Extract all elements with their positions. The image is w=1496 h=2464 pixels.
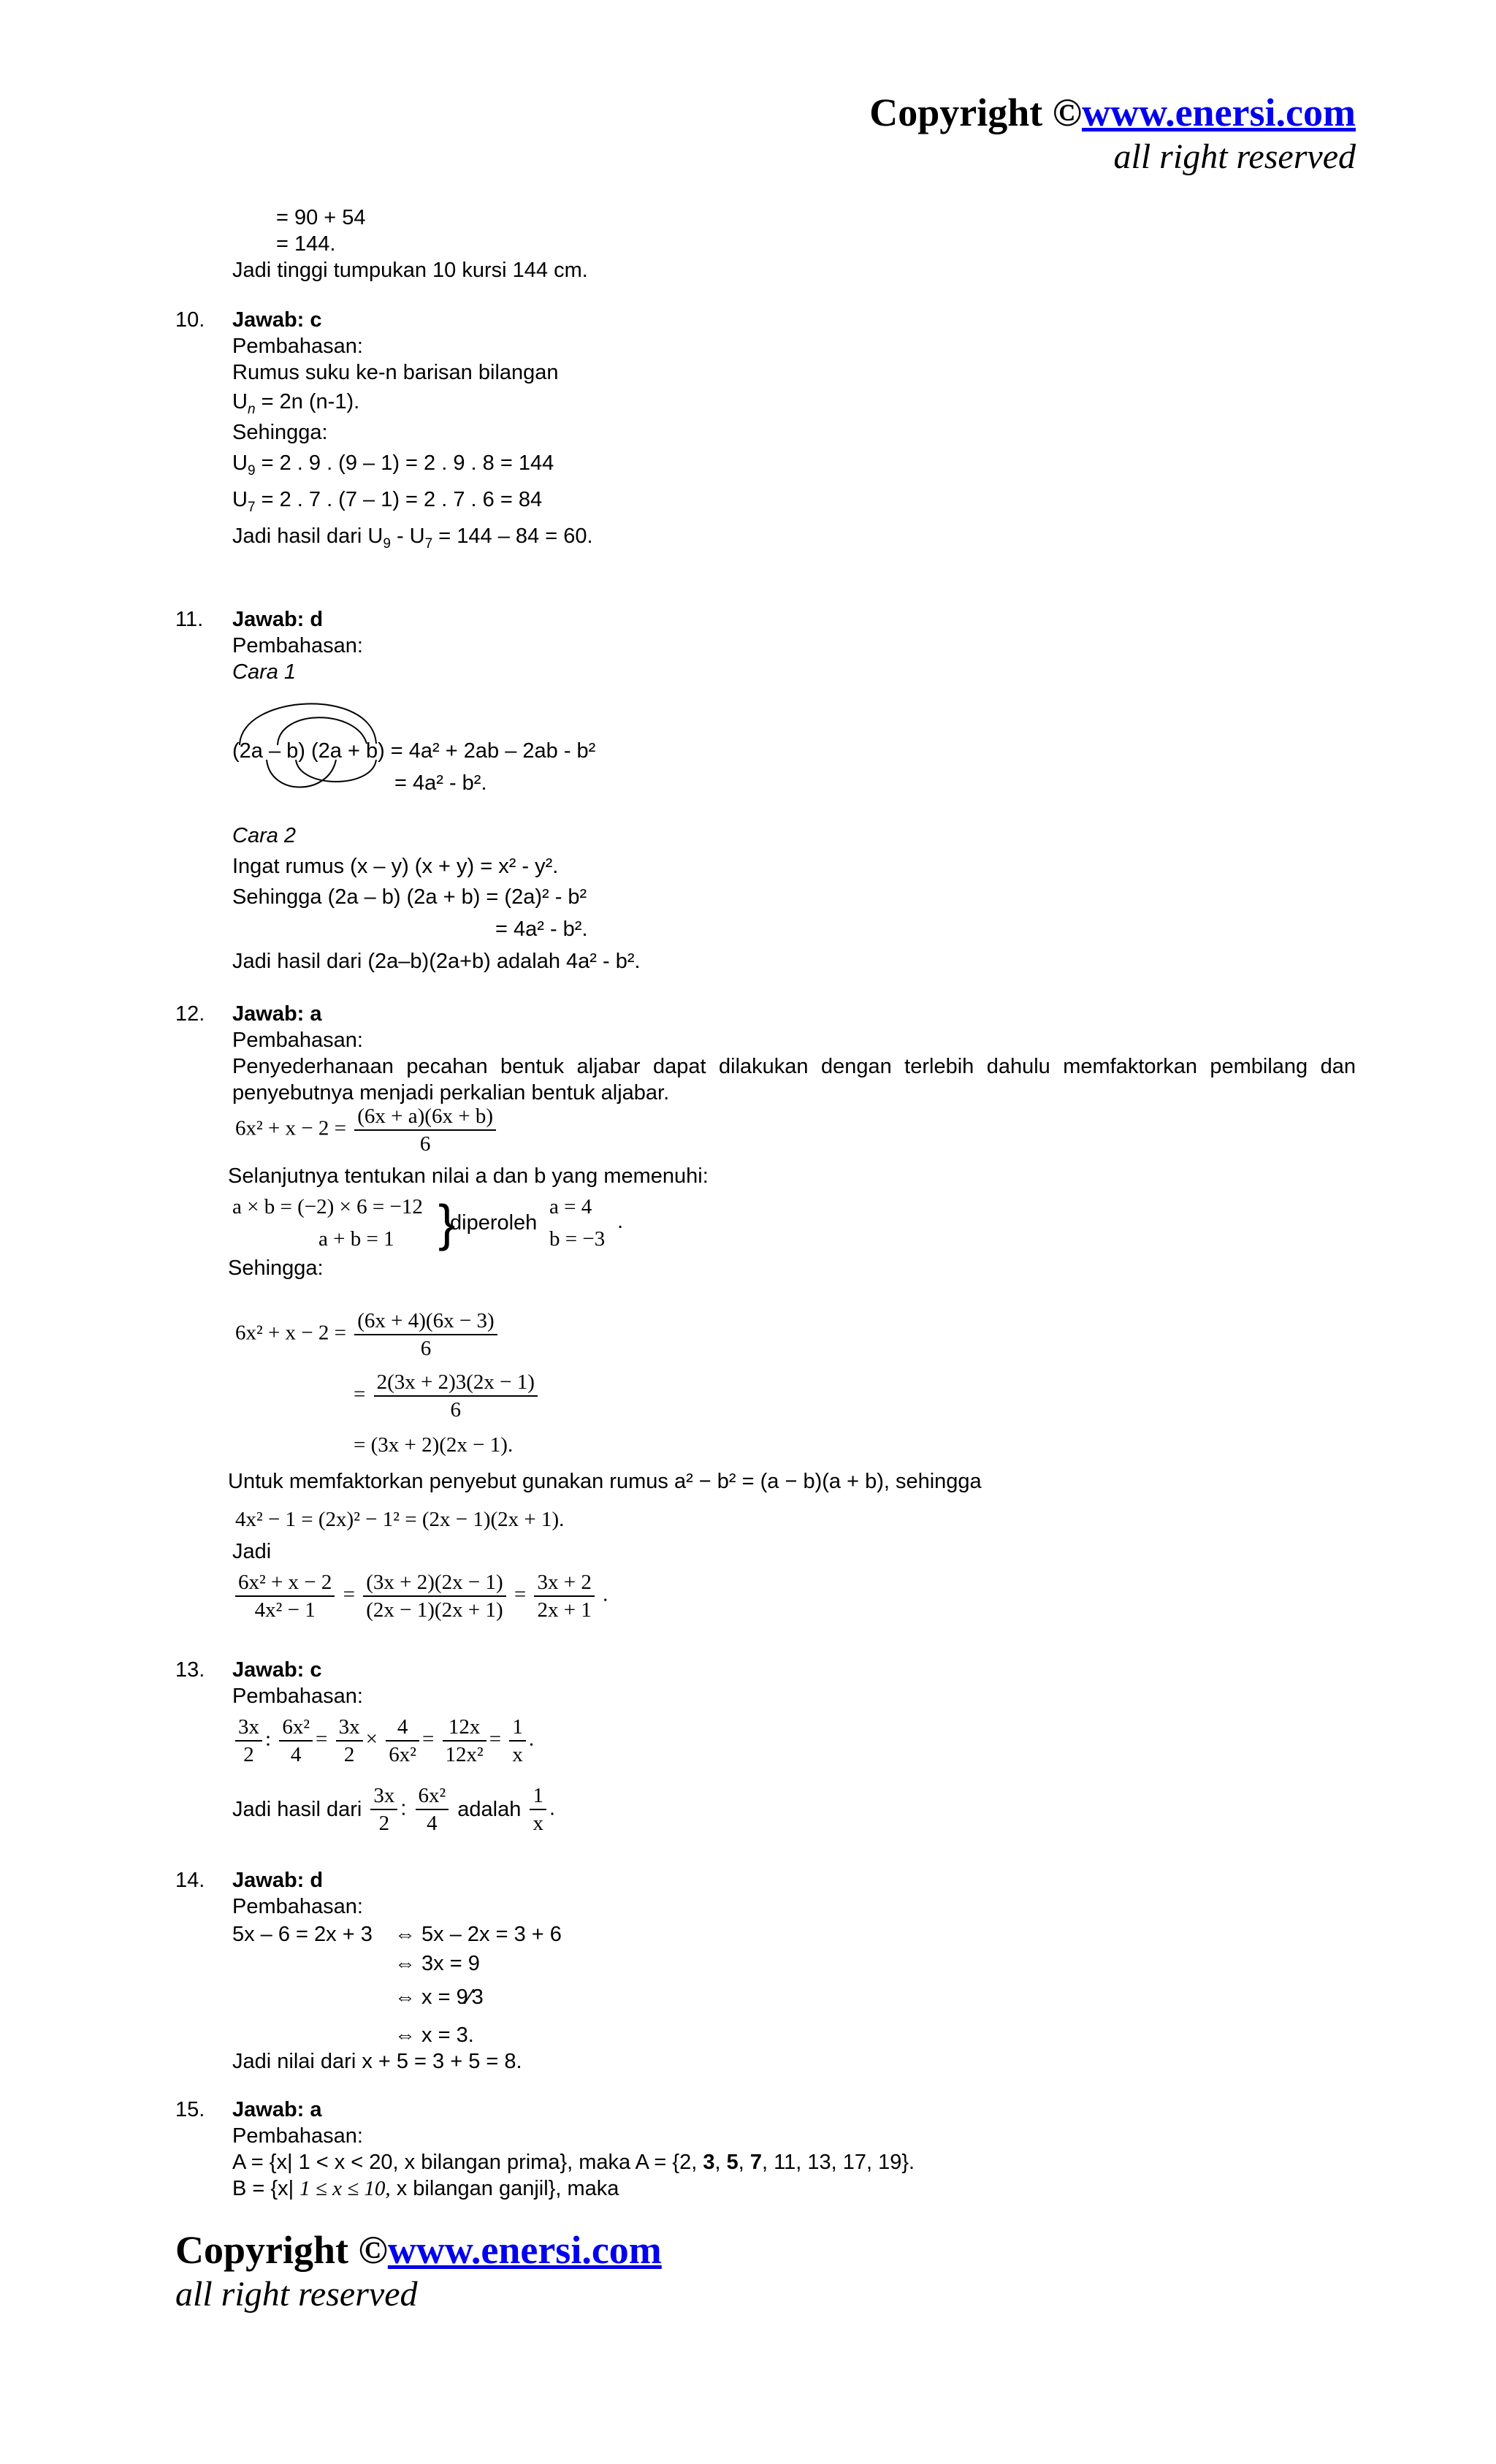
q11-cara1-eq2: = 4a² - b².: [394, 771, 487, 795]
q10-line: Sehingga:: [232, 421, 328, 444]
q13-number: 13.: [175, 1658, 205, 1682]
q14-step: ⇔ 5x – 2x = 3 + 6: [394, 1923, 562, 1946]
q10-u7: $U_7 = 2$ . 7 . (7 – 1) = 2 . 7 . 6 = 84: [232, 488, 543, 515]
q12-number: 12.: [175, 1002, 205, 1026]
q10-number: 10.: [175, 308, 205, 332]
q11-number: 11.: [175, 608, 204, 631]
q10-answer: Jawab: c: [232, 308, 322, 332]
header-link[interactable]: www.enersi.com: [1082, 91, 1356, 134]
q10-conclusion: Jadi hasil dari $U_9 - U_7 = 144 - 84 = 60$.: [232, 525, 593, 552]
q10-line: Rumus suku ke-n barisan bilangan: [232, 361, 559, 384]
q12-eq1-fraction: $\frac{(6x + a)(6x + b)}{6}$: [354, 1103, 496, 1157]
q12-sehingga: Sehingga:: [228, 1256, 324, 1280]
q11-conclusion: Jadi hasil dari (2a–b)(2a+b) adalah 4a² - b².: [232, 950, 641, 973]
q12-eq5: 4x² − 1 = (2x)² − 1² = (2x − 1)(2x + 1).: [235, 1508, 565, 1531]
q12-result-end: .: [617, 1210, 624, 1233]
q11-pembahasan: Pembahasan:: [232, 634, 363, 657]
q15-set-a: A = {x| 1 < x < 20, x bilangan prima}, maka A = {2, 3, 5, 7, 11, 13, 17, 19}.: [232, 2151, 915, 2174]
q11-cara1: Cara 1: [232, 660, 297, 684]
page-footer: [175, 2227, 662, 2316]
q11-cara1-eq1: (2a – b) (2a + b) = 4a² + 2ab – 2ab - b²: [232, 739, 596, 763]
q14-number: 14.: [175, 1869, 205, 1892]
q14-step: ⇔ x = 3.: [394, 2024, 474, 2047]
q13-eq: $\frac{3x}{2}$ : $\frac{\text{6x²}}{4}$ = $\frac{3x}{2}$ × $\frac{4}{\text{6x²}}$ = $\frac{12x}{\text{12x²}}$ = $\frac{1}{x}$ .: [232, 1714, 534, 1768]
q15-pembahasan: Pembahasan:: [232, 2124, 363, 2148]
q11-cara2-line: Ingat rumus (x – y) (x + y) = x² - y².: [232, 855, 559, 878]
q12-final: $\frac{\text{6x² + x − 2}}{\text{4x² − 1}}$ = $\frac{(3x + 2)(2x - 1)}{(2x - 1)(2x + 1)}$ = $\frac{3x + 2}{2x + 1}$ .: [232, 1569, 608, 1623]
q12-paragraph: Penyederhanaan pecahan bentuk aljabar dapat dilakukan dengan terlebih dahulu memfaktorkan pembilang dan penyebutnya menjadi perkalian bentuk aljabar.: [232, 1055, 1356, 1105]
q14-step: ⇔ 3x = 9: [394, 1952, 480, 1975]
q10-pembahasan: Pembahasan:: [232, 335, 363, 358]
q15-number: 15.: [175, 2098, 205, 2121]
q12-answer: Jawab: a: [232, 1002, 322, 1026]
q14-conclusion: Jadi nilai dari x + 5 = 3 + 5 = 8.: [232, 2050, 522, 2073]
q14-pembahasan: Pembahasan:: [232, 1895, 363, 1918]
q12-eq1: 6x² + x − 2 = $\frac{(6x + a)(6x + b)}{6}$: [235, 1103, 499, 1157]
prev-conclusion: Jadi tinggi tumpukan 10 kursi 144 cm.: [232, 259, 588, 282]
prev-line-2: = 144.: [276, 232, 336, 256]
footer-link[interactable]: www.enersi.com: [387, 2228, 662, 2272]
q11-cara2: Cara 2: [232, 824, 297, 847]
q11-cara2-line: Sehingga (2a – b) (2a + b) = (2a)² - b²: [232, 885, 587, 909]
q10-u9: $U_9 = 2$ . 9 . (9 – 1) = 2 . 9 . 8 = 144: [232, 451, 554, 478]
q13-answer: Jawab: c: [232, 1658, 322, 1682]
prev-line-1: = 90 + 54: [276, 206, 366, 229]
footer-copyright: Copyright ©www.enersi.com: [175, 2228, 662, 2272]
q15-set-b: B = {x| 1 ≤ x ≤ 10, x bilangan ganjil}, maka: [232, 2177, 619, 2200]
q12-brace: }: [438, 1194, 456, 1251]
page-header: [869, 89, 1356, 178]
q12-result: a = 4 b = −3: [549, 1195, 606, 1251]
q14-step: ⇔ x = 9⁄3: [394, 1986, 484, 2009]
q12-eq3: = $\frac{2(3x + 2)3(2x - 1)}{6}$: [354, 1369, 541, 1423]
footer-reserved: all right reserved: [175, 2275, 418, 2314]
q12-eq4: = (3x + 2)(2x − 1).: [354, 1433, 514, 1457]
header-copyright: Copyright ©www.enersi.com: [869, 91, 1356, 134]
q10-formula: $U_n = 2n$ (n-1).: [232, 390, 360, 417]
q12-system: a × b = (−2) × 6 = −12 a + b = 1: [232, 1195, 423, 1251]
q12-untuk: Untuk memfaktorkan penyebut gunakan rumus a² − b² = (a − b)(a + b), sehingga: [228, 1470, 982, 1493]
q12-pembahasan: Pembahasan:: [232, 1029, 363, 1052]
header-reserved: all right reserved: [1113, 137, 1356, 176]
q12-eq2: 6x² + x − 2 = $\frac{(6x + 4)(6x - 3)}{6}$: [235, 1308, 500, 1362]
q13-pembahasan: Pembahasan:: [232, 1685, 363, 1708]
q13-conclusion: Jadi hasil dari $\frac{3x}{2}$ : $\frac{\text{6x²}}{4}$ adalah $\frac{1}{x}$ .: [232, 1784, 555, 1835]
q11-answer: Jawab: d: [232, 608, 324, 631]
q12-jadi: Jadi: [232, 1540, 272, 1563]
q12-diperoleh: diperoleh: [450, 1211, 538, 1235]
q14-step: 5x – 6 = 2x + 3: [232, 1923, 373, 1946]
q14-answer: Jawab: d: [232, 1869, 324, 1892]
q15-answer: Jawab: a: [232, 2098, 322, 2121]
q12-next: Selanjutnya tentukan nilai a dan b yang memenuhi:: [228, 1164, 709, 1188]
q11-cara2-line: = 4a² - b².: [495, 918, 588, 941]
